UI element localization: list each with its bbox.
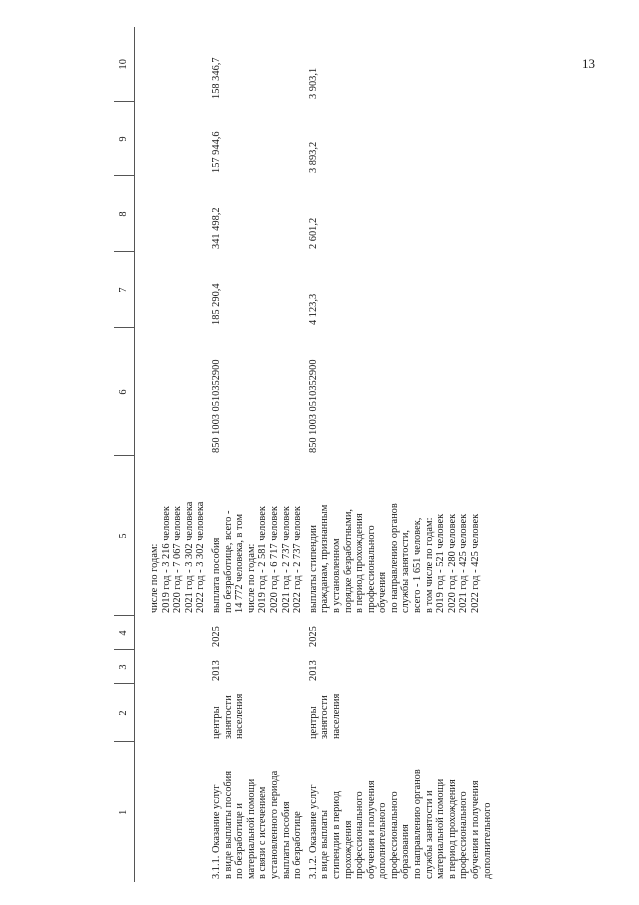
text-line: населения bbox=[330, 693, 342, 739]
text-line: в связи с истечением bbox=[257, 786, 269, 879]
text-line: образования bbox=[400, 824, 412, 879]
start-year: 2013 bbox=[307, 660, 319, 681]
text-line: 2019 год - 3 216 человек bbox=[160, 506, 172, 613]
text-line: населения bbox=[234, 693, 246, 739]
service-name bbox=[207, 742, 304, 882]
executor bbox=[304, 684, 494, 742]
amount-col-7: 4 123,3 bbox=[307, 293, 319, 325]
executor bbox=[207, 684, 304, 742]
text-line: 3.1.2. Оказание услуг bbox=[307, 784, 319, 879]
text-line: по безработице, всего - bbox=[222, 510, 234, 613]
text-line: в том числе по годам: bbox=[423, 517, 435, 613]
header-col-9: 9 bbox=[114, 102, 135, 176]
continuation-row bbox=[135, 27, 207, 882]
table-row bbox=[304, 27, 494, 882]
header-row bbox=[114, 27, 135, 882]
text-line: 2020 год - 280 человек bbox=[446, 513, 458, 613]
description bbox=[304, 456, 494, 616]
text-line: материальной помощи bbox=[435, 778, 447, 879]
start-year: 2013 bbox=[210, 660, 222, 681]
text-line: установленного периода bbox=[268, 770, 280, 879]
page-number: 13 bbox=[582, 56, 595, 71]
text-line: по безработице bbox=[292, 811, 304, 879]
text-line: службы занятости, bbox=[400, 530, 412, 613]
description bbox=[207, 456, 304, 616]
text-line: гражданам, признанным bbox=[319, 504, 331, 613]
header-col-2: 2 bbox=[114, 684, 135, 742]
text-line: стипендии в период bbox=[330, 790, 342, 879]
text-line: 14 772 человека, в том bbox=[234, 513, 246, 613]
text-line: 2022 год - 2 737 человек bbox=[292, 506, 304, 613]
text-line: всего - 1 651 человек, bbox=[412, 517, 424, 613]
rotated-table-container bbox=[114, 27, 614, 882]
header-col-5: 5 bbox=[114, 456, 135, 616]
budget-table bbox=[114, 27, 493, 882]
end-year: 2025 bbox=[210, 626, 222, 647]
text-line: по направлению органов bbox=[412, 769, 424, 879]
amount-col-7: 185 290,4 bbox=[210, 283, 222, 325]
text-line: 2021 год - 425 человек bbox=[458, 513, 470, 613]
text-line: в виде выплаты bbox=[319, 810, 331, 879]
text-line: обучения и получения bbox=[470, 780, 482, 879]
text-line: в установленном bbox=[330, 538, 342, 613]
text-line: выплаты пособия bbox=[280, 801, 292, 879]
amount-col-10: 3 903,1 bbox=[307, 67, 319, 99]
text-line: 2021 год - 3 302 человека bbox=[183, 501, 195, 613]
text-line: 2021 год - 2 737 человек bbox=[280, 506, 292, 613]
text-line: в период прохождения bbox=[446, 779, 458, 879]
text-line: профессионального bbox=[354, 791, 366, 879]
text-line: профессионального bbox=[458, 791, 470, 879]
amount-col-9: 3 893,2 bbox=[307, 141, 319, 173]
text-line: профессионального bbox=[365, 525, 377, 613]
budget-code: 850 1003 0510352900 bbox=[307, 359, 319, 453]
text-line: службы занятости и bbox=[423, 790, 435, 879]
text-line: дополнительного bbox=[481, 802, 493, 879]
text-line: 3.1.1. Оказание услуг bbox=[210, 784, 222, 879]
header-col-6: 6 bbox=[114, 328, 135, 456]
amount-col-9: 157 944,6 bbox=[210, 131, 222, 173]
text-line: 2020 год - 6 717 человек bbox=[268, 506, 280, 613]
text-line: числе по годам: bbox=[245, 543, 257, 613]
text-line: в виде выплаты пособия bbox=[222, 770, 234, 879]
text-line: числе по годам: bbox=[149, 543, 160, 613]
text-line: 2022 год - 425 человек bbox=[470, 513, 482, 613]
text-line: обучения и получения bbox=[365, 780, 377, 879]
text-line: дополнительного bbox=[377, 802, 389, 879]
text-line: 2020 год - 7 067 человек bbox=[172, 506, 184, 613]
text-line: по направлению органов bbox=[388, 503, 400, 613]
text-line: занятости bbox=[319, 695, 331, 739]
text-line: 2022 год - 3 302 человека bbox=[195, 501, 207, 613]
header-col-3: 3 bbox=[114, 650, 135, 684]
end-year: 2025 bbox=[307, 626, 319, 647]
text-line: обучения bbox=[377, 571, 389, 613]
amount-col-10: 158 346,7 bbox=[210, 57, 222, 99]
header-col-8: 8 bbox=[114, 176, 135, 252]
header-col-10: 10 bbox=[114, 27, 135, 102]
text-line: центры bbox=[210, 706, 222, 739]
text-line: профессионального bbox=[388, 791, 400, 879]
text-line: 2019 год - 2 581 человек bbox=[257, 506, 269, 613]
text-line: прохождения bbox=[342, 820, 354, 879]
header-col-7: 7 bbox=[114, 252, 135, 328]
text-line: по безработице и bbox=[234, 803, 246, 879]
continuation-description bbox=[135, 456, 207, 616]
budget-code: 850 1003 0510352900 bbox=[210, 359, 222, 453]
text-line: выплата пособия bbox=[210, 537, 222, 613]
text-line: в период прохождения bbox=[354, 513, 366, 613]
text-line: выплаты стипендии bbox=[307, 525, 319, 613]
text-line: центры bbox=[307, 706, 319, 739]
table-row bbox=[207, 27, 304, 882]
header-col-4: 4 bbox=[114, 616, 135, 650]
amount-col-8: 2 601,2 bbox=[307, 217, 319, 249]
header-col-1: 1 bbox=[114, 742, 135, 882]
text-line: 2019 год - 521 человек bbox=[435, 513, 447, 613]
text-line: материальной помощи bbox=[245, 778, 257, 879]
service-name bbox=[304, 742, 494, 882]
amount-col-8: 341 498,2 bbox=[210, 207, 222, 249]
text-line: занятости bbox=[222, 695, 234, 739]
text-line: порядке безработными, bbox=[342, 509, 354, 613]
